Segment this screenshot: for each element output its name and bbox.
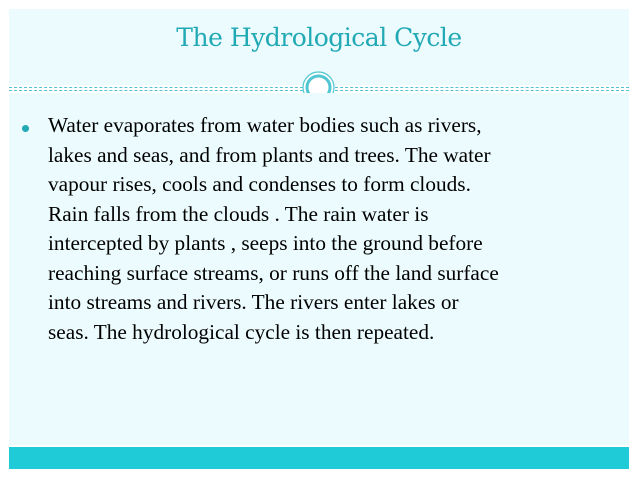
bottom-bar — [9, 447, 629, 469]
bullet-text — [48, 111, 622, 347]
bullet-line: seas. The hydrological cycle is then repeated. — [48, 319, 435, 344]
bullet-line: intercepted by plants , seeps into the ground before — [48, 231, 483, 255]
bullet-line: Water evaporates from water bodies such as rivers, — [48, 113, 482, 137]
bullet-line: Rain falls from the clouds . The rain water is — [48, 201, 429, 226]
slide-title: The Hydrological Cycle — [176, 23, 462, 52]
bullet-line: vapour rises, cools and condenses to form clouds. — [48, 172, 471, 196]
bullet-icon — [22, 125, 29, 132]
bullet-line: reaching surface streams, or runs off the land surface — [48, 260, 499, 285]
bullet-line: lakes and seas, and from plants and trees. The water — [48, 142, 491, 167]
bullet-line: into streams and rivers. The rivers enter lakes or — [48, 290, 459, 314]
